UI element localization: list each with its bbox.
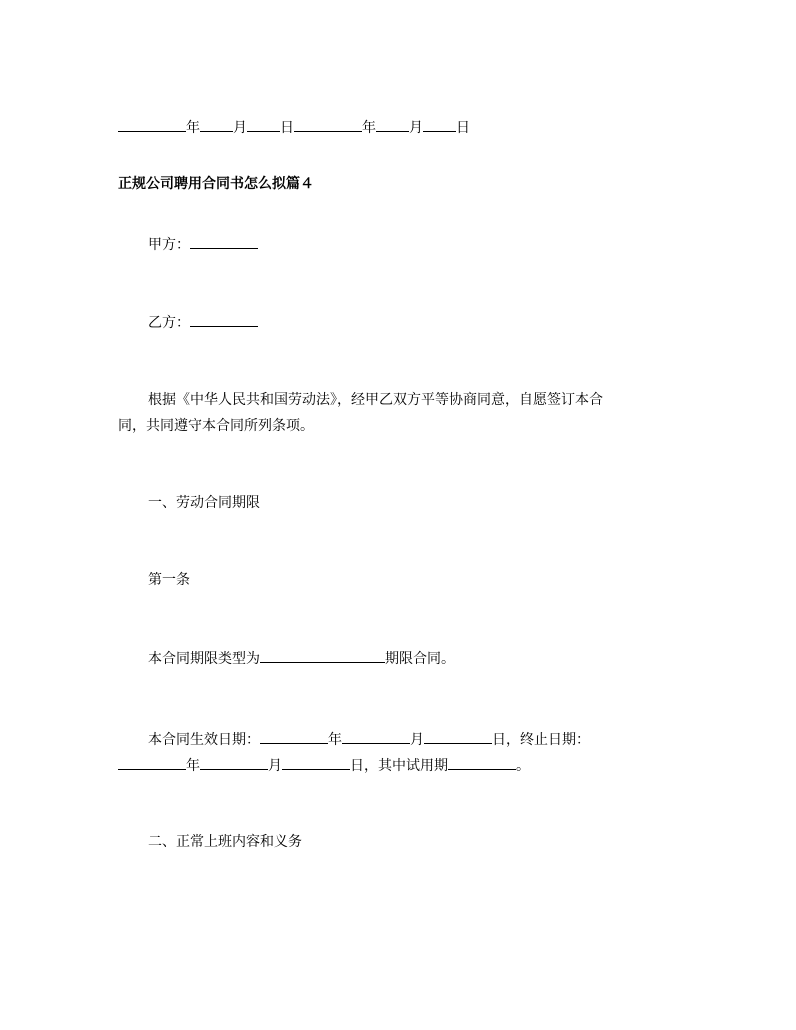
effective-date-line1 xyxy=(118,727,678,753)
day-label: 日 xyxy=(280,120,294,136)
party-b-line xyxy=(118,310,678,336)
blank-field xyxy=(423,117,456,132)
party-b-label: 乙方： xyxy=(148,315,190,331)
end-date-label: 日，终止日期： xyxy=(492,732,590,748)
section-2-title: 二、正常上班内容和义务 xyxy=(148,834,302,850)
effective-prefix: 本合同生效日期： xyxy=(148,732,260,748)
probation-blank xyxy=(448,755,516,770)
blank-field xyxy=(342,729,410,744)
blank-field xyxy=(200,755,268,770)
term-type-blank xyxy=(260,648,385,663)
blank-field xyxy=(424,729,492,744)
party-b-blank xyxy=(190,312,258,327)
day-label: 日 xyxy=(456,120,470,136)
intro-paragraph-line2: 同，共同遵守本合同所列条项。 xyxy=(118,418,314,434)
effective-date-line2 xyxy=(118,753,678,779)
blank-field xyxy=(200,117,233,132)
year-label: 年 xyxy=(186,758,200,774)
month-label: 月 xyxy=(409,120,423,136)
section-1-title: 一、劳动合同期限 xyxy=(148,495,260,511)
term-type-suffix: 期限合同。 xyxy=(385,651,455,667)
month-label: 月 xyxy=(410,732,424,748)
period-mark: 。 xyxy=(516,758,530,774)
blank-field xyxy=(294,117,362,132)
blank-field xyxy=(260,729,328,744)
term-type-prefix: 本合同期限类型为 xyxy=(148,651,260,667)
year-label: 年 xyxy=(186,120,200,136)
blank-field xyxy=(376,117,409,132)
intro-paragraph-line1: 根据《中华人民共和国劳动法》，经甲乙双方平等协商同意，自愿签订本合 xyxy=(148,392,603,408)
party-a-label: 甲方： xyxy=(148,237,190,253)
party-a-blank xyxy=(190,234,258,249)
blank-field xyxy=(282,755,350,770)
blank-field xyxy=(118,117,186,132)
month-label: 月 xyxy=(268,758,282,774)
year-label: 年 xyxy=(328,732,342,748)
blank-field xyxy=(118,755,186,770)
term-type-line xyxy=(118,646,678,672)
probation-label: 日，其中试用期 xyxy=(350,758,448,774)
article-1-title: 第一条 xyxy=(148,572,190,588)
document-title: 正规公司聘用合同书怎么拟篇４ xyxy=(118,176,314,192)
month-label: 月 xyxy=(233,120,247,136)
party-a-line xyxy=(118,232,678,258)
blank-field xyxy=(247,117,280,132)
signature-date-line xyxy=(118,115,678,141)
year-label: 年 xyxy=(362,120,376,136)
